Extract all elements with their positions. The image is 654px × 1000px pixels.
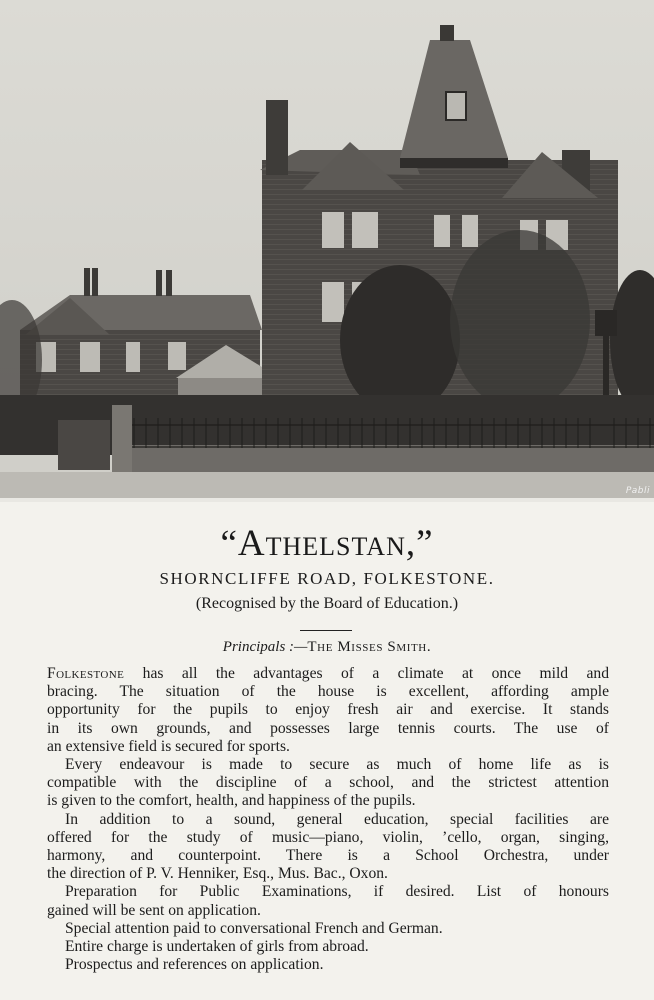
body-line: harmony, and counterpoint. There is a School Orchestra, under [47,847,609,865]
school-address: SHORNCLIFFE ROAD, FOLKESTONE. [159,569,495,588]
body-line: Special attention paid to conversational French and German. [65,919,443,937]
principals-label: Principals :— [222,639,308,655]
body-line: Prospectus and references on application. [65,956,324,974]
body-line: is given to the comfort, health, and happiness of the pupils. [47,792,416,810]
photographer-credit: Pabli [625,486,650,496]
recognition-note: (Recognised by the Board of Education.) [195,595,459,612]
body-line: compatible with the discipline of a school, and the strictest attention [47,774,609,792]
body-line: offered for the study of music—piano, violin, ’cello, organ, singing, [47,828,609,846]
principals-line [0,639,654,656]
divider-rule [300,630,352,631]
body-line: Folkestone has all the advantages of a climate at once mild and [47,665,609,682]
body-line: In addition to a sound, general education, special facilities are [65,810,609,828]
body-line: in its own grounds, and possesses large tennis courts. The use of [47,719,609,737]
body-line: Every endeavour is made to secure as much of home life as is [65,756,609,774]
body-line: gained will be sent on application. [47,901,261,919]
body-line: opportunity for the pupils to enjoy fresh air and exercise. It stands [47,701,609,719]
body-line: bracing. The situation of the house is excellent, affording ample [47,683,609,701]
body-line-lead: Folkestone [47,665,125,682]
body-line: an extensive field is secured for sports. [47,737,290,755]
principals-names: The Misses Smith. [307,639,432,655]
school-name-title: “Athelstan,” [220,523,434,564]
body-line: the direction of P. V. Henniker, Esq., Mus. Bac., Oxon. [47,865,388,883]
prospectus-body [47,665,609,974]
body-line: Preparation for Public Examinations, if desired. List of honours [65,883,609,901]
body-line: Entire charge is undertaken of girls from abroad. [65,938,369,956]
